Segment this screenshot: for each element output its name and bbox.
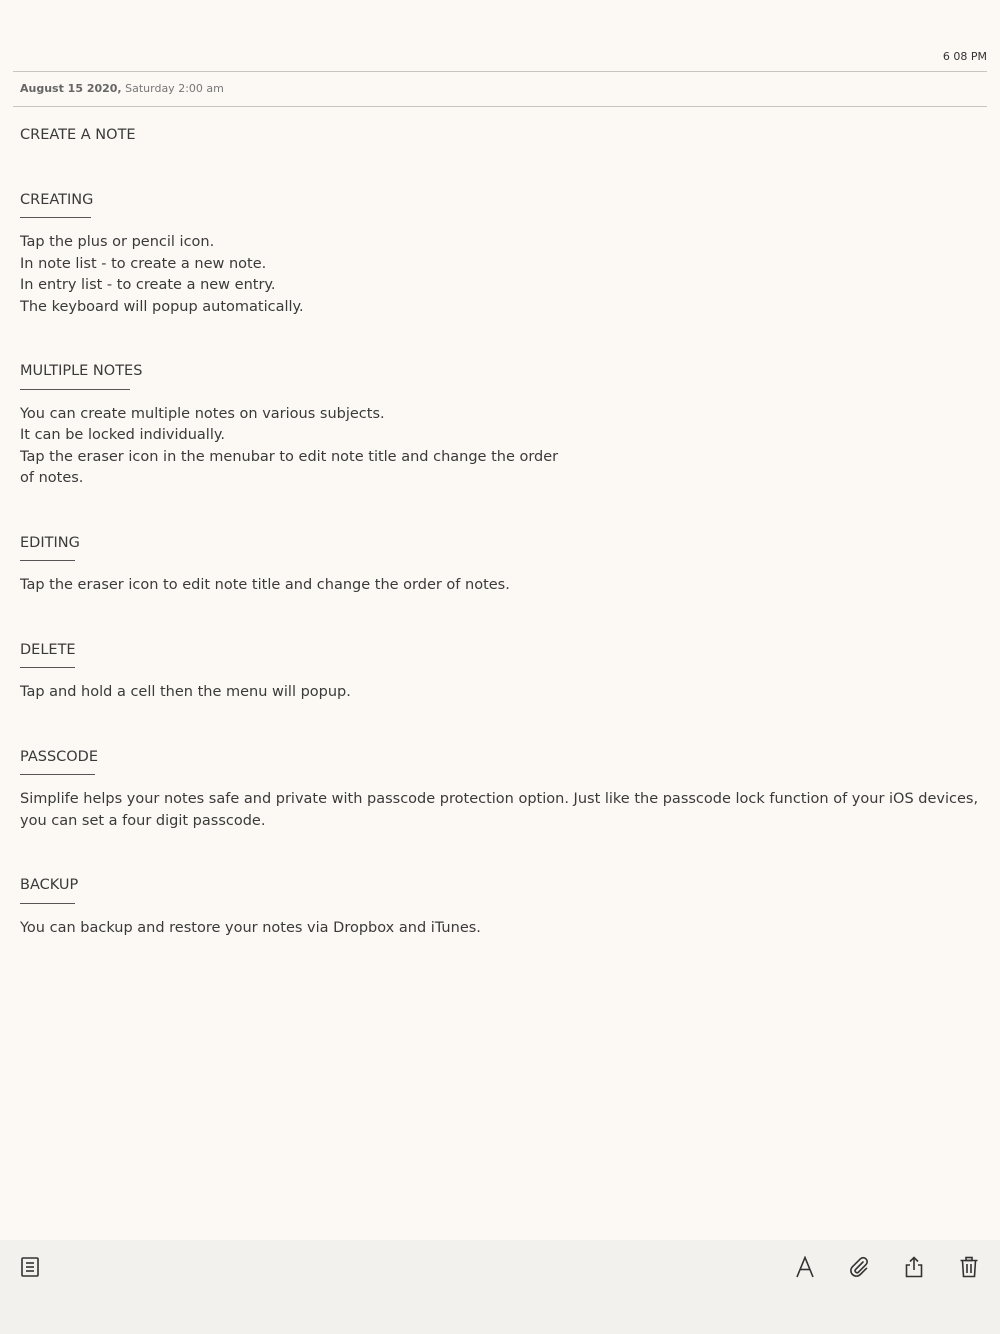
section-multiple-notes [20, 361, 980, 490]
heading-underline [20, 774, 95, 775]
section-delete [20, 640, 980, 704]
section-line: Tap the eraser icon in the menubar to edit note title and change the order [20, 448, 559, 465]
section-heading: EDITING [20, 534, 80, 551]
section-line: The keyboard will popup automatically. [20, 298, 304, 315]
paperclip-icon[interactable] [846, 1254, 872, 1280]
share-icon[interactable] [901, 1254, 927, 1280]
section-line: Simplife helps your notes safe and private with passcode protection option. Just like the passcode lock function of your iOS devices, you can set a four digit passcode. [20, 791, 979, 829]
note-list-icon[interactable] [17, 1254, 43, 1280]
section-line: You can backup and restore your notes via Dropbox and iTunes. [20, 919, 481, 936]
entry-date-row [20, 82, 224, 95]
heading-underline [20, 903, 75, 904]
section-backup [20, 875, 980, 939]
heading-underline [20, 217, 91, 218]
section-passcode [20, 747, 980, 833]
section-line: of notes. [20, 470, 84, 486]
section-heading: MULTIPLE NOTES [20, 363, 143, 379]
note-body[interactable] [20, 125, 980, 939]
section-line: Tap and hold a cell then the menu will popup. [20, 684, 351, 700]
section-line: Tap the eraser icon to edit note title and change the order of notes. [20, 577, 510, 593]
section-heading: CREATING [20, 191, 94, 208]
bottom-toolbar [0, 1240, 1000, 1334]
trash-icon[interactable] [956, 1254, 982, 1280]
section-heading: DELETE [20, 641, 76, 658]
section-heading: PASSCODE [20, 748, 99, 765]
header-divider [13, 71, 987, 72]
date-divider [13, 106, 987, 107]
section-heading: BACKUP [20, 877, 79, 893]
heading-underline [20, 667, 75, 668]
section-line: Tap the plus or pencil icon. [20, 234, 215, 250]
section-line: In note list - to create a new note. [20, 255, 267, 272]
heading-underline [20, 560, 75, 561]
section-creating [20, 190, 980, 319]
section-editing [20, 533, 980, 597]
section-line: You can create multiple notes on various subjects. [20, 405, 385, 422]
section-line: It can be locked individually. [20, 427, 225, 443]
entry-day-time: Saturday 2:00 am [125, 82, 224, 95]
entry-date: August 15 2020, [20, 82, 122, 95]
font-icon[interactable] [792, 1254, 818, 1280]
note-title: CREATE A NOTE [20, 127, 136, 143]
section-line: In entry list - to create a new entry. [20, 277, 276, 293]
status-time: 6 08 PM [942, 50, 987, 63]
heading-underline [20, 389, 130, 390]
